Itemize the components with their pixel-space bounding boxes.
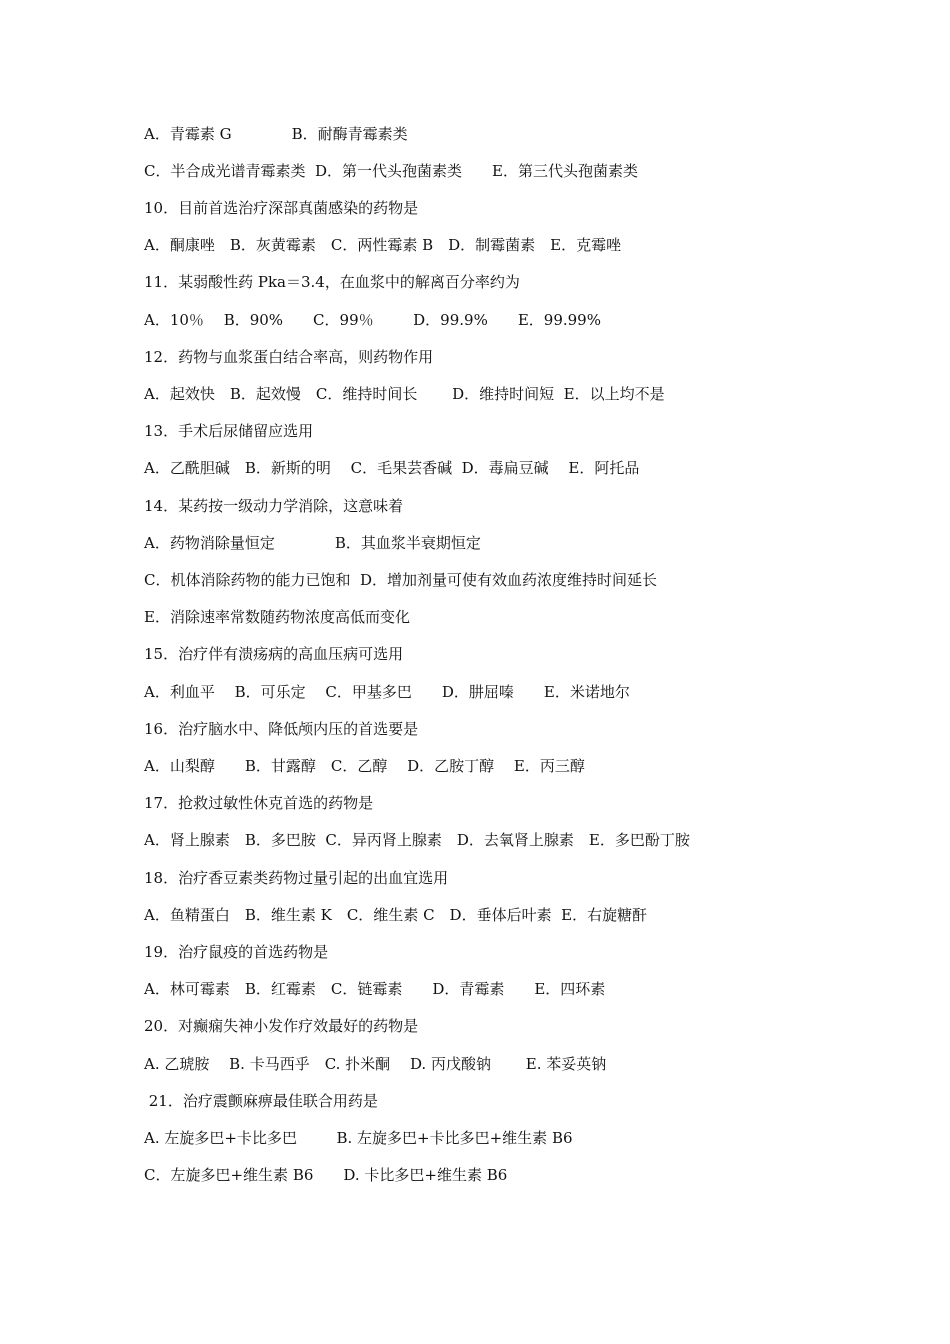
option-line: A．利血平 B．可乐定 C．甲基多巴 D．肼屈嗪 E．米诺地尔 xyxy=(144,683,630,701)
question-line: 20．对癫痫失神小发作疗效最好的药物是 xyxy=(144,1017,419,1035)
option-line: A. 乙琥胺 B. 卡马西乎 C. 扑米酮 D. 丙戊酸钠 E. 苯妥英钠 xyxy=(144,1055,607,1073)
question-line: 16．治疗脑水中、降低颅内压的首选要是 xyxy=(144,720,419,738)
option-line: C．左旋多巴+维生素 B6 D. 卡比多巴+维生素 B6 xyxy=(144,1166,508,1184)
option-line: A．乙酰胆碱 B．新斯的明 C．毛果芸香碱 D．毒扁豆碱 E．阿托品 xyxy=(144,459,640,477)
question-line: 14．某药按一级动力学消除，这意味着 xyxy=(144,497,404,515)
question-line: 12．药物与血浆蛋白结合率高，则药物作用 xyxy=(144,348,434,366)
option-line: A．酮康唑 B．灰黄霉素 C．两性霉素 B D．制霉菌素 E．克霉唑 xyxy=(144,236,622,254)
option-line: A．鱼精蛋白 B．维生素 K C．维生素 C D．垂体后叶素 E．右旋糖酐 xyxy=(144,906,648,924)
option-line: E．消除速率常数随药物浓度高低而变化 xyxy=(144,608,410,626)
option-line: A．起效快 B．起效慢 C．维持时间长 D．维持时间短 E．以上均不是 xyxy=(144,385,665,403)
question-line: 19．治疗鼠疫的首选药物是 xyxy=(144,943,329,961)
question-line: 13．手术后尿储留应选用 xyxy=(144,422,314,440)
option-line: A．林可霉素 B．红霉素 C．链霉素 D．青霉素 E．四环素 xyxy=(144,980,606,998)
question-line: 17．抢救过敏性休克首选的药物是 xyxy=(144,794,374,812)
option-line: A．山梨醇 B．甘露醇 C．乙醇 D．乙胺丁醇 E．丙三醇 xyxy=(144,757,585,775)
question-line: 11．某弱酸性药 Pka＝3.4，在血浆中的解离百分率约为 xyxy=(144,273,520,291)
option-line: A．药物消除量恒定 B．其血浆半衰期恒定 xyxy=(144,534,481,552)
option-line: C．半合成光谱青霉素类 D．第一代头孢菌素类 E．第三代头孢菌素类 xyxy=(144,162,638,180)
question-line: 15．治疗伴有溃疡病的高血压病可选用 xyxy=(144,645,404,663)
question-line: 10．目前首选治疗深部真菌感染的药物是 xyxy=(144,199,419,217)
question-line: 18．治疗香豆素类药物过量引起的出血宜选用 xyxy=(144,869,449,887)
option-line: A. 左旋多巴+卡比多巴 B. 左旋多巴+卡比多巴+维生素 B6 xyxy=(144,1129,573,1147)
option-line: C．机体消除药物的能力已饱和 D．增加剂量可使有效血药浓度维持时间延长 xyxy=(144,571,658,589)
option-line: A．10％ B．90% C．99％ D．99.9% E．99.99% xyxy=(144,311,601,329)
option-line: A．肾上腺素 B．多巴胺 C．异丙肾上腺素 D．去氧肾上腺素 E．多巴酚丁胺 xyxy=(144,831,690,849)
question-line: 21．治疗震颤麻痹最佳联合用药是 xyxy=(144,1092,378,1110)
option-line: A．青霉素 G B．耐酶青霉素类 xyxy=(144,125,408,143)
